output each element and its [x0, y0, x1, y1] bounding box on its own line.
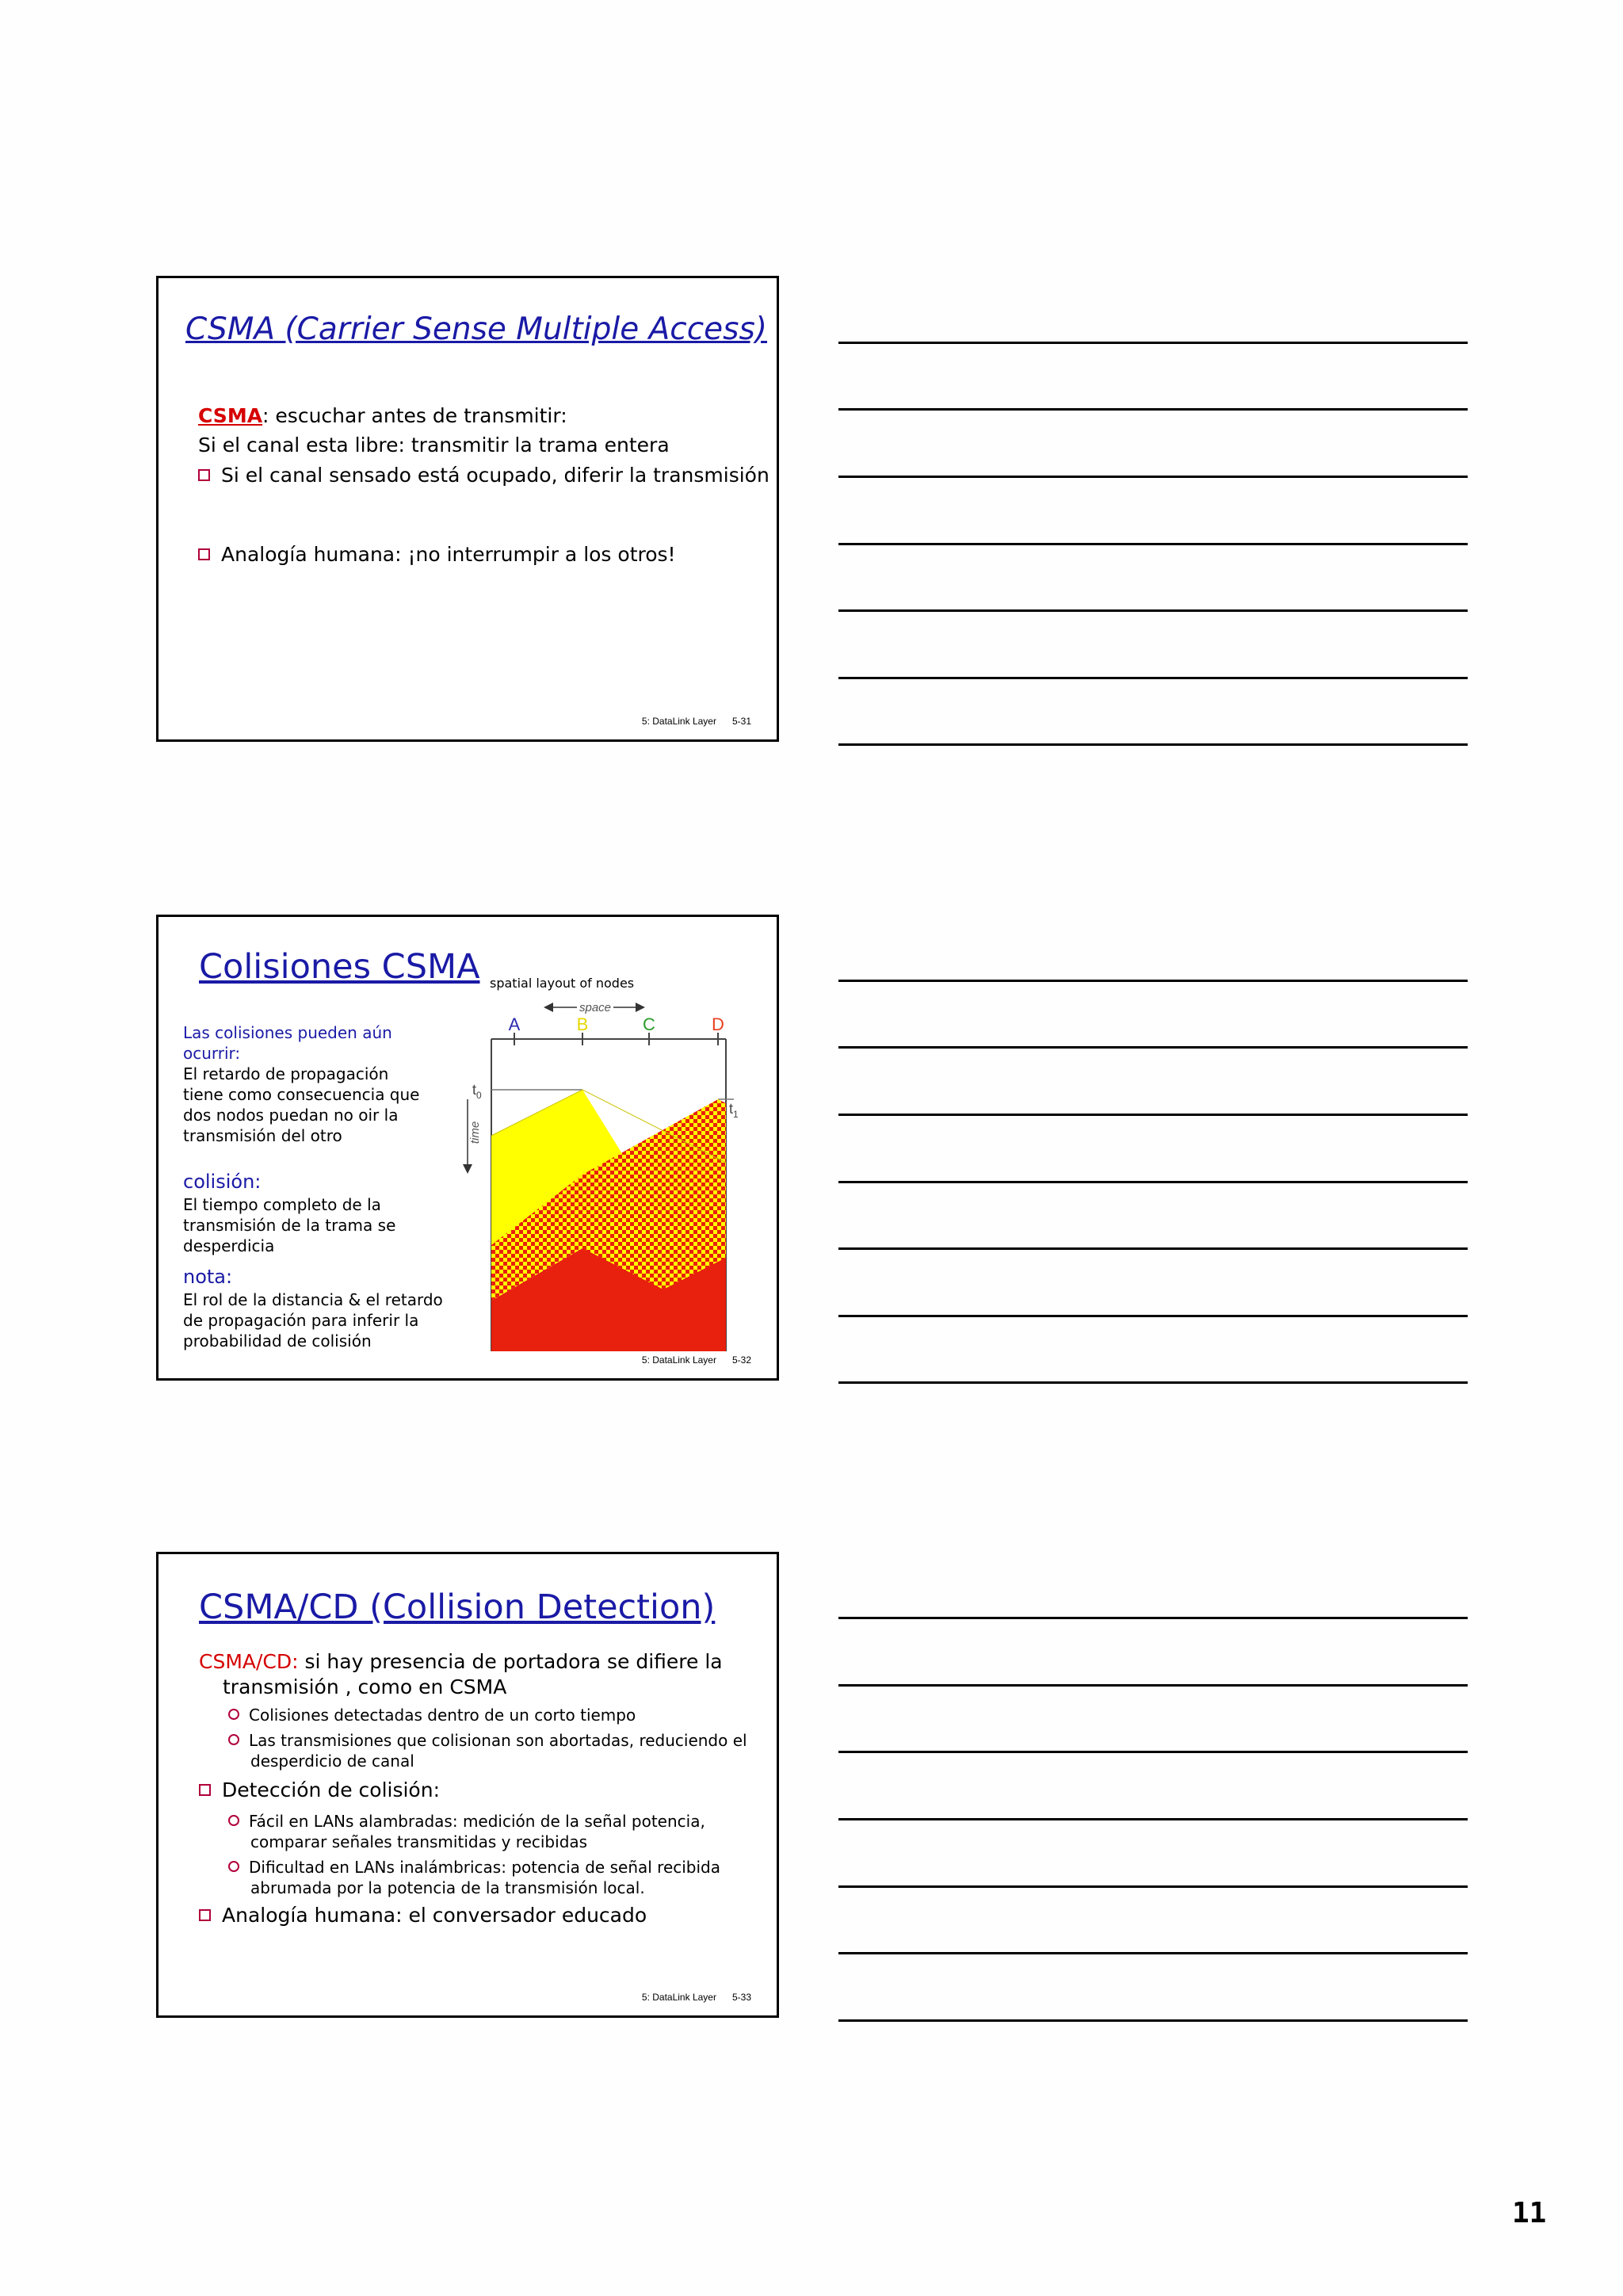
note-line — [838, 342, 1468, 344]
slide-colisiones — [156, 915, 779, 1381]
footer-page: 5-31 — [731, 716, 751, 727]
circle-bullet-icon — [228, 1734, 239, 1745]
circle-bullet-icon — [228, 1815, 239, 1826]
slide-csma — [156, 276, 779, 742]
note-line — [838, 2019, 1468, 2022]
bullet-text: Detección de colisión: — [222, 1778, 440, 1801]
page-number: 11 — [1512, 2197, 1547, 2229]
sub-bullet-text: Las transmisiones que colisionan son abortadas, reduciendo el — [249, 1731, 747, 1750]
t1-label — [729, 1101, 739, 1120]
node-d-label: D — [712, 1014, 724, 1034]
sub-bullet — [228, 1811, 705, 1832]
note-line — [838, 980, 1468, 982]
space-label: space — [579, 1001, 612, 1014]
note-line — [838, 408, 1468, 411]
slide-title: Colisiones CSMA — [199, 947, 480, 987]
text-line: tiene como consecuencia que — [183, 1085, 420, 1104]
node-c-label: C — [643, 1014, 655, 1034]
t0-base: t — [472, 1082, 477, 1098]
csma-definition — [198, 402, 567, 430]
t0-subscript: 0 — [476, 1090, 482, 1101]
collision-diagram — [460, 996, 745, 1361]
square-bullet-icon — [199, 1909, 211, 1921]
note-line — [838, 609, 1468, 612]
slide-title: CSMA/CD (Collision Detection) — [199, 1587, 716, 1627]
text-line: dos nodos puedan no oir la — [183, 1106, 399, 1125]
sub-bullet-text: Fácil en LANs alambradas: medición de la señal potencia, — [249, 1812, 705, 1831]
collision-text — [183, 1194, 395, 1256]
note-line — [838, 1114, 1468, 1116]
note-line — [838, 677, 1468, 679]
text-line: ocurrir: — [183, 1044, 241, 1063]
channel-free-line: Si el canal esta libre: transmitir la trama entera — [198, 434, 670, 457]
note-heading: nota: — [183, 1266, 233, 1288]
diagram-caption: spatial layout of nodes — [490, 976, 635, 991]
definition-continued: transmisión , como en CSMA — [223, 1675, 507, 1698]
node-b-label: B — [576, 1014, 589, 1034]
note-line — [838, 1617, 1468, 1619]
footer-label: 5: DataLink Layer — [641, 1992, 716, 2003]
text-line: desperdicia — [183, 1236, 275, 1255]
definition-text: si hay presencia de portadora se difiere la — [298, 1650, 723, 1673]
csma-cd-definition — [199, 1649, 723, 1675]
text-line: El rol de la distancia & el retardo — [183, 1290, 443, 1309]
square-bullet-icon — [198, 548, 210, 560]
text-line: transmisión del otro — [183, 1126, 342, 1145]
square-bullet-icon — [198, 469, 210, 481]
csma-cd-label: CSMA/CD: — [199, 1650, 299, 1673]
slide-csma-cd — [156, 1552, 779, 2018]
note-line — [838, 1315, 1468, 1317]
note-line — [838, 1952, 1468, 1954]
csma-label: CSMA — [198, 404, 263, 427]
circle-bullet-icon — [228, 1861, 239, 1872]
bullet-item — [198, 461, 769, 490]
node-a-label: A — [508, 1014, 521, 1034]
footer-page: 5-32 — [731, 1354, 751, 1366]
text-line: probabilidad de colisión — [183, 1331, 372, 1350]
text-line: Las colisiones pueden aún — [183, 1023, 392, 1042]
bullet-text: Si el canal sensado está ocupado, diferir la transmisión — [221, 464, 769, 487]
note-line — [838, 1181, 1468, 1183]
note-line — [838, 743, 1468, 746]
note-line — [838, 476, 1468, 478]
t0-label — [472, 1082, 482, 1101]
sub-bullet — [228, 1730, 747, 1751]
slide-title: CSMA (Carrier Sense Multiple Access) — [185, 311, 768, 347]
collision-intro — [183, 1022, 392, 1064]
text-line: El retardo de propagación — [183, 1064, 389, 1083]
sub-bullet — [228, 1857, 720, 1878]
sub-bullet-continued: abrumada por la potencia de la transmisión local. — [250, 1878, 645, 1897]
square-bullet-icon — [199, 1784, 211, 1796]
bullet-item — [199, 1778, 440, 1803]
circle-bullet-icon — [228, 1709, 239, 1720]
footer-page: 5-33 — [731, 1992, 751, 2003]
t1-subscript: 1 — [733, 1109, 739, 1120]
note-line — [838, 1684, 1468, 1687]
sub-bullet-text: Colisiones detectadas dentro de un corto tiempo — [249, 1706, 636, 1725]
note-line — [838, 1885, 1468, 1888]
sub-bullet-continued: desperdicio de canal — [250, 1752, 414, 1771]
sub-bullet-continued: comparar señales transmitidas y recibidas — [250, 1832, 588, 1851]
note-line — [838, 1046, 1468, 1049]
time-label: time — [468, 1121, 482, 1144]
slide-footer — [642, 716, 751, 727]
bullet-text: Analogía humana: ¡no interrumpir a los otros! — [221, 543, 676, 566]
footer-label: 5: DataLink Layer — [641, 716, 716, 727]
note-line — [838, 1247, 1468, 1250]
text-line: de propagación para inferir la — [183, 1311, 419, 1330]
sub-bullet-text: Dificultad en LANs inalámbricas: potencia de señal recibida — [249, 1858, 721, 1877]
sub-bullet — [228, 1705, 636, 1725]
footer-label: 5: DataLink Layer — [641, 1354, 716, 1366]
slide-footer — [642, 1354, 751, 1366]
bullet-item — [199, 1903, 647, 1928]
note-line — [838, 543, 1468, 545]
csma-definition-text: : escuchar antes de transmitir: — [262, 404, 567, 427]
text-line: El tiempo completo de la — [183, 1195, 381, 1214]
note-line — [838, 1751, 1468, 1753]
propagation-text — [183, 1064, 419, 1146]
t1-base: t — [729, 1101, 734, 1117]
note-line — [838, 1381, 1468, 1384]
bullet-text: Analogía humana: el conversador educado — [222, 1904, 647, 1927]
bullet-item — [198, 541, 676, 569]
note-line — [838, 1818, 1468, 1820]
note-text — [183, 1289, 443, 1351]
slide-footer — [642, 1992, 751, 2003]
text-line: transmisión de la trama se — [183, 1216, 396, 1235]
collision-heading: colisión: — [183, 1171, 262, 1193]
